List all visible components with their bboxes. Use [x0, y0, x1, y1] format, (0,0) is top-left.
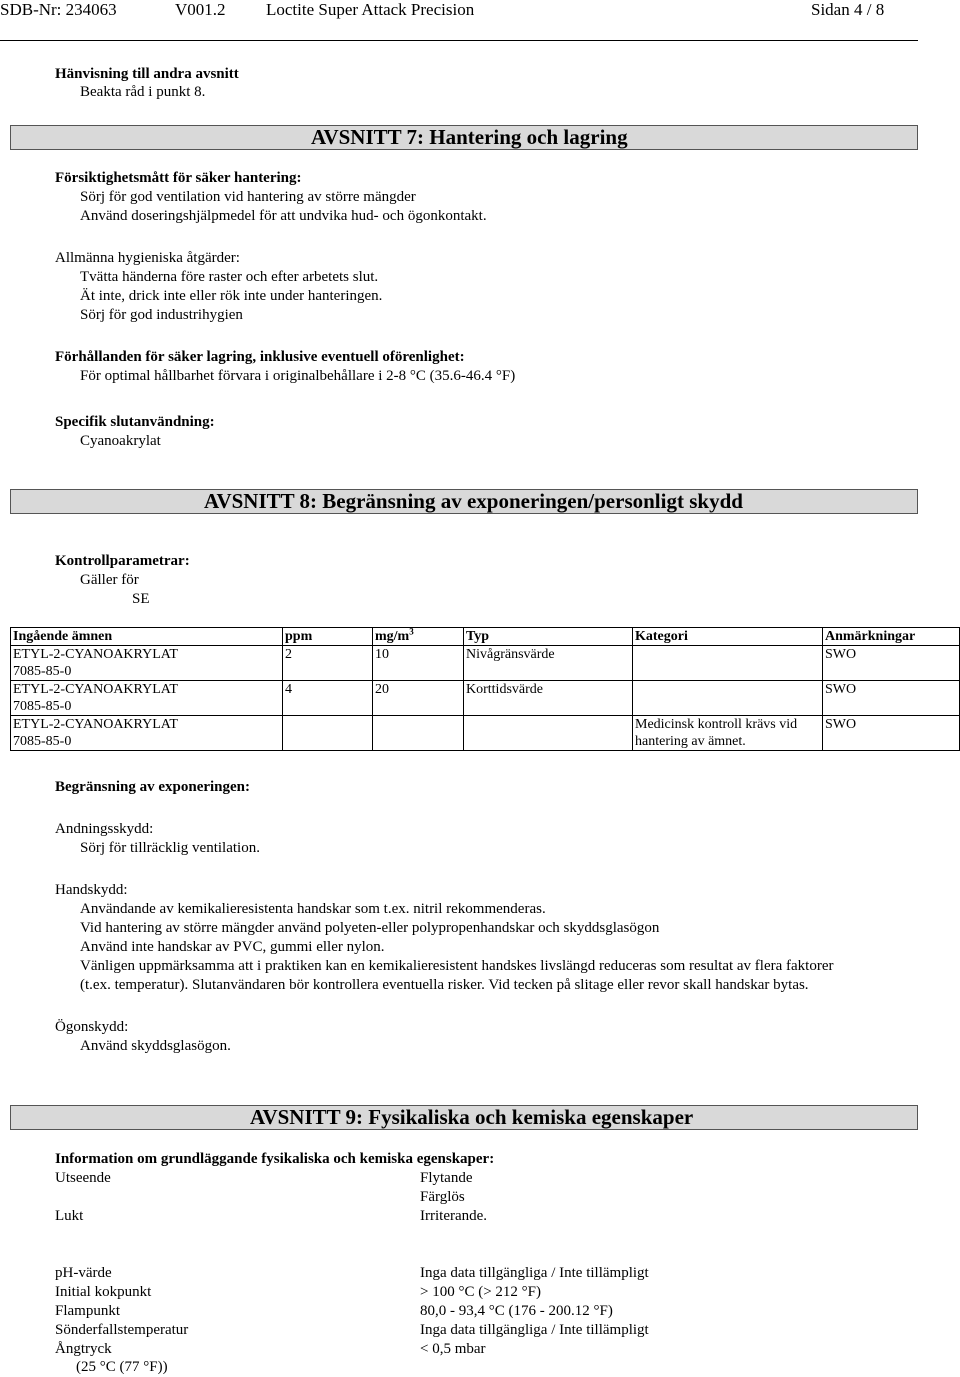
odor-label: Lukt — [55, 1208, 84, 1224]
prop-label: Sönderfallstemperatur — [55, 1322, 189, 1338]
appearance-label: Utseende — [55, 1170, 111, 1186]
prop-value: > 100 °C (> 212 °F) — [420, 1284, 542, 1300]
control-heading: Kontrollparametrar: — [55, 553, 190, 569]
cas-number: 7085-85-0 — [13, 664, 72, 679]
hand-line: Vid hantering av större mängder använd polyeten-eller polypropenhandskar och skyddsglasögon — [80, 920, 660, 936]
type-cell: Nivågränsvärde — [464, 646, 633, 681]
unit-superscript: 3 — [409, 626, 414, 637]
table-row — [11, 681, 960, 716]
mg-cell: 20 — [373, 681, 464, 716]
section-7-title-text: AVSNITT 7: Hantering och lagring — [311, 125, 628, 149]
ref-text: Beakta råd i punkt 8. — [80, 84, 206, 100]
product-name: Loctite Super Attack Precision — [266, 0, 475, 19]
vapor-pressure-note: (25 °C (77 °F)) — [76, 1359, 168, 1375]
type-cell — [464, 716, 633, 751]
section-9-title — [10, 1105, 918, 1130]
hand-label: Handskydd: — [55, 882, 128, 898]
hygiene-line: Sörj för god industrihygien — [80, 307, 243, 323]
remarks-cell: SWO — [823, 646, 960, 681]
mg-cell — [373, 716, 464, 751]
sds-number: SDB-Nr: 234063 — [0, 0, 117, 19]
safe-handling-line: Använd doseringshjälpmedel för att undvika hud- och ögonkontakt. — [80, 208, 487, 224]
col-header: ppm — [283, 628, 373, 646]
mg-cell: 10 — [373, 646, 464, 681]
page-number: Sidan 4 / 8 — [811, 0, 885, 19]
col-header-text: mg/m — [375, 629, 410, 644]
odor-value: Irriterande. — [420, 1208, 488, 1224]
table-header-row — [11, 628, 960, 646]
category-cell — [633, 681, 823, 716]
safe-handling-heading: Försiktighetsmått för säker hantering: — [55, 170, 302, 186]
exposure-limits-table — [10, 627, 960, 751]
ppm-cell: 2 — [283, 646, 373, 681]
ref-heading: Hänvisning till andra avsnitt — [55, 66, 239, 82]
hand-line: Vänligen uppmärksamma att i praktiken kan en kemikalieresistent handskes livslängd reduceras som resultat av flera faktorer — [80, 958, 834, 974]
applies-value: SE — [132, 591, 150, 607]
eye-text: Använd skyddsglasögon. — [80, 1038, 231, 1054]
end-use-text: Cyanoakrylat — [80, 433, 161, 449]
col-header: Typ — [464, 628, 633, 646]
col-header: Kategori — [633, 628, 823, 646]
hand-line: (t.ex. temperatur). Slutanvändaren bör kontrollera eventuella risker. Vid tecken på slitage eller revor skall handskar bytas. — [80, 977, 809, 993]
substance-cell — [11, 646, 283, 681]
ppm-cell: 4 — [283, 681, 373, 716]
hygiene-line: Tvätta händerna före raster och efter arbetets slut. — [80, 269, 379, 285]
substance-name: ETYL-2-CYANOAKRYLAT — [13, 682, 178, 697]
prop-value: Inga data tillgängliga / Inte tillämpligt — [420, 1265, 649, 1281]
substance-name: ETYL-2-CYANOAKRYLAT — [13, 717, 178, 732]
section-9-title-text: AVSNITT 9: Fysikaliska och kemiska egenskaper — [250, 1105, 694, 1129]
respiratory-text: Sörj för tillräcklig ventilation. — [80, 840, 260, 856]
respiratory-label: Andningsskydd: — [55, 821, 154, 837]
section-8-title — [10, 489, 918, 514]
prop-value: < 0,5 mbar — [420, 1341, 486, 1357]
table-row — [11, 716, 960, 751]
hand-line: Användande av kemikalieresistenta handskar som t.ex. nitril rekommenderas. — [80, 901, 546, 917]
storage-heading: Förhållanden för säker lagring, inklusive eventuell oförenlighet: — [55, 349, 465, 365]
hand-line: Använd inte handskar av PVC, gummi eller nylon. — [80, 939, 385, 955]
prop-value: Inga data tillgängliga / Inte tillämpligt — [420, 1322, 649, 1338]
table-row — [11, 646, 960, 681]
col-header: Ingående ämnen — [11, 628, 283, 646]
storage-text: För optimal hållbarhet förvara i originalbehållare i 2-8 °C (35.6-46.4 °F) — [80, 368, 516, 384]
type-cell: Korttidsvärde — [464, 681, 633, 716]
category-cell: Medicinsk kontroll krävs vid hantering av ämnet. — [633, 716, 823, 751]
appearance-value: Färglös — [420, 1189, 465, 1205]
applies-label: Gäller för — [80, 572, 139, 588]
prop-value: 80,0 - 93,4 °C (176 - 200.12 °F) — [420, 1303, 613, 1319]
ppm-cell — [283, 716, 373, 751]
cas-number: 7085-85-0 — [13, 699, 72, 714]
hygiene-line: Ät inte, drick inte eller rök inte under hanteringen. — [80, 288, 383, 304]
remarks-cell: SWO — [823, 716, 960, 751]
remarks-cell: SWO — [823, 681, 960, 716]
col-header — [373, 628, 464, 646]
header-rule — [0, 40, 918, 41]
col-header: Anmärkningar — [823, 628, 960, 646]
eye-label: Ögonskydd: — [55, 1019, 129, 1035]
prop-label: Initial kokpunkt — [55, 1284, 152, 1300]
exposure-heading: Begränsning av exponeringen: — [55, 779, 251, 795]
prop-label: Ångtryck — [55, 1341, 112, 1357]
section-7-title — [10, 125, 918, 150]
substance-cell — [11, 716, 283, 751]
prop-label: Flampunkt — [55, 1303, 121, 1319]
appearance-value: Flytande — [420, 1170, 473, 1186]
prop-label: pH-värde — [55, 1265, 112, 1281]
info-heading: Information om grundläggande fysikaliska och kemiska egenskaper: — [55, 1151, 495, 1167]
category-cell — [633, 646, 823, 681]
section-8-title-text: AVSNITT 8: Begränsning av exponeringen/personligt skydd — [204, 489, 743, 513]
hygiene-heading: Allmänna hygieniska åtgärder: — [55, 250, 240, 266]
substance-name: ETYL-2-CYANOAKRYLAT — [13, 647, 178, 662]
safe-handling-line: Sörj för god ventilation vid hantering av större mängder — [80, 189, 416, 205]
substance-cell — [11, 681, 283, 716]
cas-number: 7085-85-0 — [13, 734, 72, 749]
version: V001.2 — [175, 0, 226, 19]
end-use-heading: Specifik slutanvändning: — [55, 414, 215, 430]
